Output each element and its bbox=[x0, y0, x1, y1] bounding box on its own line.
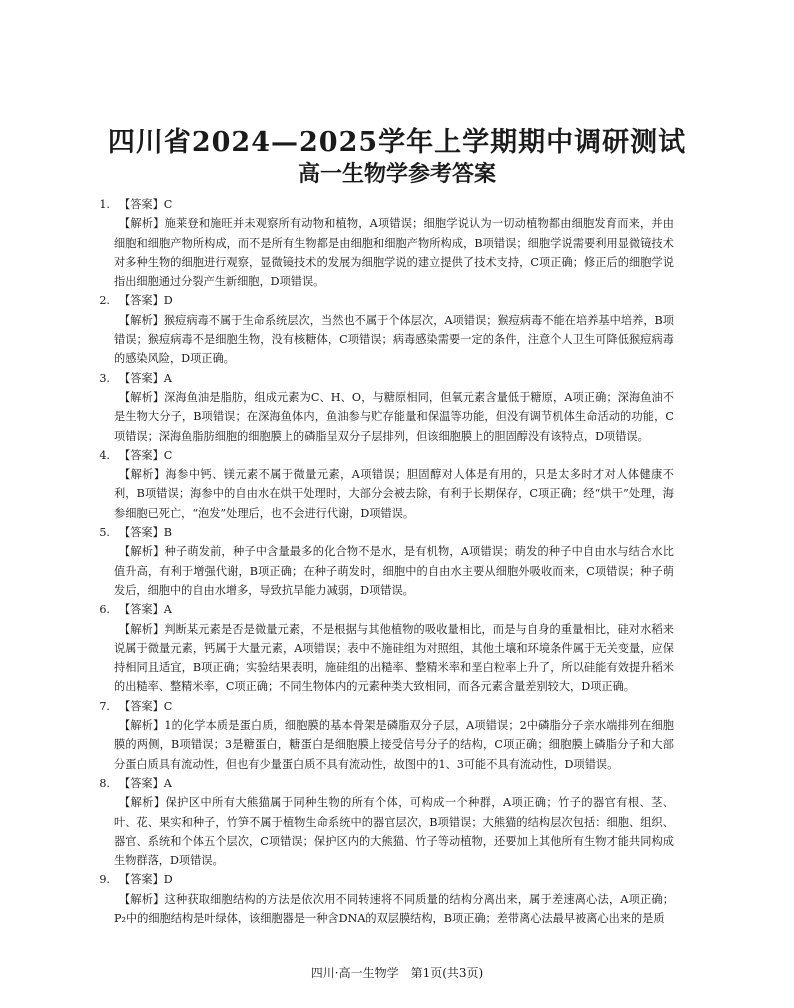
explanation-text: 【解析】猴痘病毒不属于生命系统层次，当然也不属于个体层次，A项错误；猴痘病毒不能在培养基中培养，B项错误；猴痘病毒不是细胞生物，没有核糖体，C项错误；病毒感染需要一定的条件，注意个人卫生可降低猴痘病毒的感染风险，D项正确。 bbox=[114, 313, 674, 366]
question-number: 1. bbox=[99, 198, 110, 211]
question-block bbox=[99, 697, 674, 774]
question-number: 2. bbox=[99, 294, 110, 308]
answer-line bbox=[99, 870, 674, 889]
question-block bbox=[99, 446, 674, 523]
question-number: 5. bbox=[99, 526, 110, 540]
question-block bbox=[99, 369, 674, 446]
answer-text: 【答案】C bbox=[119, 448, 173, 462]
answer-text: 【答案】C bbox=[119, 699, 173, 713]
question-number: 3. bbox=[99, 371, 110, 385]
question-number: 7. bbox=[99, 699, 110, 713]
answer-text: 【答案】A bbox=[119, 776, 172, 790]
answer-line bbox=[99, 195, 674, 214]
question-block bbox=[99, 195, 674, 291]
answer-line bbox=[99, 600, 674, 619]
answer-line bbox=[99, 697, 674, 716]
question-block bbox=[99, 870, 674, 928]
question-block bbox=[99, 291, 674, 368]
explanation-text: 【解析】海参中钙、镁元素不属于微量元素，A项错误；胆固醇对人体是有用的，只是太多时才对人体健康不利，B项错误；海参中的自由水在烘干处理时，大部分会被去除，有利于长期保存，C项正确；经“烘干”处理，海参细胞已死亡，“泡发”处理后，也不会进行代谢，D项错误。 bbox=[114, 468, 674, 520]
question-number: 6. bbox=[99, 603, 110, 617]
answer-text: 【答案】D bbox=[119, 294, 173, 308]
explanation-text: 【解析】保护区中所有大熊猫属于同种生物的所有个体，可构成一个种群，A项正确；竹子的器官有根、茎、叶、花、果实和种子，竹笋不属于植物生命系统中的器官层次，B项错误；大熊猫的结构层次包括：细胞、组织、器官、系统和个体五个层次，C项错误；保护区内的大熊猫、竹子等动植物，还要加上其他所有生物才能共同构成生物群落，D项错误。 bbox=[114, 796, 674, 868]
explanation-text: 【解析】这种获取细胞结构的方法是依次用不同转速将不同质量的结构分离出来，属于差速离心法，A项正确；P₂中的细胞结构是叶绿体，该细胞器是一种含DNA的双层膜结构，B项正确；差带离心法最早被离心出来的是质 bbox=[114, 892, 674, 925]
answer-text: 【答案】A bbox=[119, 371, 172, 385]
answer-text: 【答案】A bbox=[119, 603, 172, 617]
question-number: 4. bbox=[99, 448, 110, 462]
answer-list bbox=[99, 195, 674, 928]
question-number: 8. bbox=[99, 776, 110, 790]
explanation-text: 【解析】深海鱼油是脂肪，组成元素为C、H、O，与糖原相同，但氧元素含量低于糖原，A项正确；深海鱼油不是生物大分子，B项错误；在深海鱼体内，鱼油参与贮存能量和保温等功能，但没有调节机体生命活动的功能，C项错误；深海鱼脂肪细胞的细胞膜上的磷脂呈双分子层排列，但该细胞膜上的胆固醇没有该特点，D项错误。 bbox=[114, 390, 674, 443]
answer-line bbox=[99, 774, 674, 793]
explanation-text: 【解析】种子萌发前，种子中含量最多的化合物不是水，是有机物，A项错误；萌发的种子中自由水与结合水比值升高，有利于增强代谢，B项正确；在种子萌发时，细胞中的自由水主要从细胞外吸收而来，C项错误；种子萌发后，细胞中的自由水增多，导致抗旱能力减弱，D项错误。 bbox=[114, 545, 674, 597]
question-block bbox=[99, 774, 674, 870]
explanation-text: 【解析】1的化学本质是蛋白质，细胞膜的基本骨架是磷脂双分子层，A项错误；2中磷脂分子亲水端排列在细胞膜的两侧，B项错误；3是糖蛋白，糖蛋白是细胞膜上接受信号分子的结构，C项正确；细胞膜上磷脂分子和大部分蛋白质具有流动性，但也有少量蛋白质不具有流动性，故图中的1、3可能不具有流动性，D项错误。 bbox=[114, 719, 674, 771]
answer-text: 【答案】C bbox=[119, 198, 173, 211]
answer-text: 【答案】D bbox=[119, 873, 173, 887]
answer-line bbox=[99, 523, 674, 542]
question-block bbox=[99, 600, 674, 696]
answer-line bbox=[99, 369, 674, 388]
explanation-text: 【解析】判断某元素是否是微量元素，不是根据与其他植物的吸收量相比，而是与自身的重量相比，硅对水稻来说属于微量元素，钙属于大量元素，A项错误；表中不施硅组为对照组，其他土壤和环境条件属于无关变量，应保持相同且适宜，B项正确；实验结果表明，施硅组的出糙率、整精米率和垩白粒率上升了，所以硅能有效提升稻米的出糙率、整精米率，C项正确；不同生物体内的元素种类大致相同，而各元素含量差别较大，D项正确。 bbox=[114, 622, 674, 694]
question-number: 9. bbox=[99, 873, 110, 887]
explanation-text: 【解析】施莱登和施旺并未观察所有动物和植物，A项错误；细胞学说认为一切动植物都由细胞发育而来，并由细胞和细胞产物所构成，而不是所有生物都是由细胞和细胞产物所构成，B项错误；细胞学说需要利用显微镜技术对多种生物的细胞进行观察，显微镜技术的发展为细胞学说的建立提供了技术支持，C项正确；修正后的细胞学说指出细胞通过分裂产生新细胞，D项错误。 bbox=[114, 217, 674, 289]
answer-line bbox=[99, 446, 674, 465]
page-footer: 四川·高一生物学 第1页(共3页) bbox=[310, 966, 484, 980]
question-block bbox=[99, 523, 674, 600]
document-title: 四川省2024—2025学年上学期期中调研测试 bbox=[107, 127, 687, 158]
answer-text: 【答案】B bbox=[119, 526, 172, 540]
document-subtitle: 高一生物学参考答案 bbox=[297, 162, 496, 187]
answer-line bbox=[99, 291, 674, 310]
